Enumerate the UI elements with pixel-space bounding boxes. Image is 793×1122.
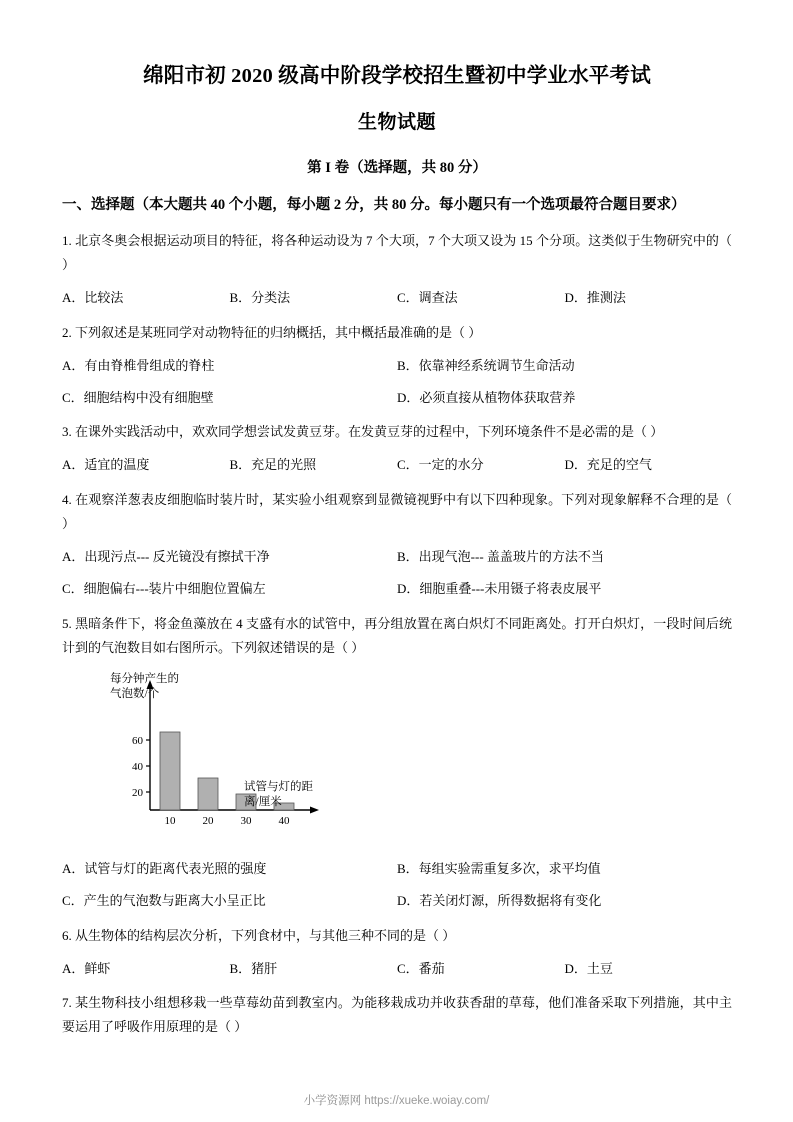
option-d: D．细胞重叠---未用镊子将表皮展平 [397,581,602,597]
question-stem: 2. 下列叙述是某班同学对动物特征的归纳概括，其中概括最准确的是（ ） [62,324,482,340]
option-d: D．推测法 [564,290,626,306]
svg-text:40: 40 [278,814,290,827]
question-options [62,286,732,309]
footer-brand: 小学资源网 [303,1095,362,1107]
option-a: A．适宜的温度 [62,457,150,473]
option-c: C．调查法 [397,290,458,306]
chart-y-axis-label: 每分钟产生的气泡数/个 [110,672,179,701]
chart-x-axis-label: 试管与灯的距离/厘米 [244,780,313,809]
page-title: 绵阳市初 2020 级高中阶段学校招生暨初中学业水平考试 [143,65,651,87]
svg-text:40: 40 [132,760,143,773]
option-d: D．土豆 [564,960,613,976]
part-title: 一、选择题（本大题共 40 个小题，每小题 2 分，共 80 分。每小题只有一个选项最符合题目要求） [62,196,686,213]
option-a: A．试管与灯的距离代表光照的强度 [62,860,267,876]
question-stem: 3. 在课外实践活动中，欢欢同学想尝试发黄豆芽。在发黄豆芽的过程中，下列环境条件不是必需的是（ ） [62,424,664,440]
question-options [62,857,732,880]
question-options [62,545,732,568]
option-a: A．出现污点--- 反光镜没有擦拭干净 [62,548,270,564]
option-c: C．一定的水分 [397,457,484,473]
option-b: B．充足的光照 [229,457,317,473]
option-b: B．分类法 [229,290,291,306]
option-b: B．出现气泡--- 盖盖玻片的方法不当 [397,548,604,564]
question-stem: 7. 某生物科技小组想移栽一些草莓幼苗到教室内。为能移栽成功并收获香甜的草莓，他们准备采取下列措施，其中主要运用了呼吸作用原理的是（ ） [62,995,732,1035]
svg-text:60: 60 [132,734,143,747]
option-a: A．鲜虾 [62,960,111,976]
section-header: 第 I 卷（选择题，共 80 分） [307,159,487,176]
option-c: C．细胞偏右---装片中细胞位置偏左 [62,581,266,597]
svg-text:10: 10 [164,814,176,827]
question-stem: 6. 从生物体的结构层次分析，下列食材中，与其他三种不同的是（ ） [62,927,456,943]
question-options [62,577,732,600]
option-c: C．细胞结构中没有细胞壁 [62,389,214,405]
question-stem: 4. 在观察洋葱表皮细胞临时装片时，某实验小组观察到显微镜视野中有以下四种现象。下列对现象解释不合理的是（ ） [62,491,732,531]
question-options [62,453,732,476]
question-stem: 1. 北京冬奥会根据运动项目的特征，将各种运动设为 7 个大项，7 个大项又设为 15 个分项。这类似于生物研究中的（ ） [62,233,732,273]
page-subtitle: 生物试题 [357,111,436,133]
option-c: C．番茄 [397,960,445,976]
page-content [62,0,732,1039]
option-c: C．产生的气泡数与距离大小呈正比 [62,893,266,909]
option-b: B．猪肝 [229,960,278,976]
question-options [62,354,732,377]
option-b: B．每组实验需重复多次，求平均值 [397,860,601,876]
option-d: D．必须直接从植物体获取营养 [397,389,576,405]
question-options [62,957,732,980]
footer-site: https://xueke.woiay.com/ [364,1095,490,1107]
option-a: A．有由脊椎骨组成的脊柱 [62,357,215,373]
svg-text:20: 20 [202,814,214,827]
question-stem: 5. 黑暗条件下，将金鱼藻放在 4 支盛有水的试管中，再分组放置在离白炽灯不同距离处。打开白炽灯，一段时间后统计到的气泡数目如右图所示。下列叙述错误的是（ ） [62,615,732,655]
question-options [62,386,732,409]
option-d: D．若关闭灯源，所得数据将有变化 [397,893,602,909]
question-options [62,889,732,912]
option-b: B．依靠神经系统调节生命活动 [397,357,575,373]
option-a: A．比较法 [62,290,124,306]
svg-text:20: 20 [132,786,143,799]
svg-text:30: 30 [240,814,252,827]
option-d: D．充足的空气 [564,457,652,473]
footer [0,1092,793,1108]
question-figure [62,670,732,848]
